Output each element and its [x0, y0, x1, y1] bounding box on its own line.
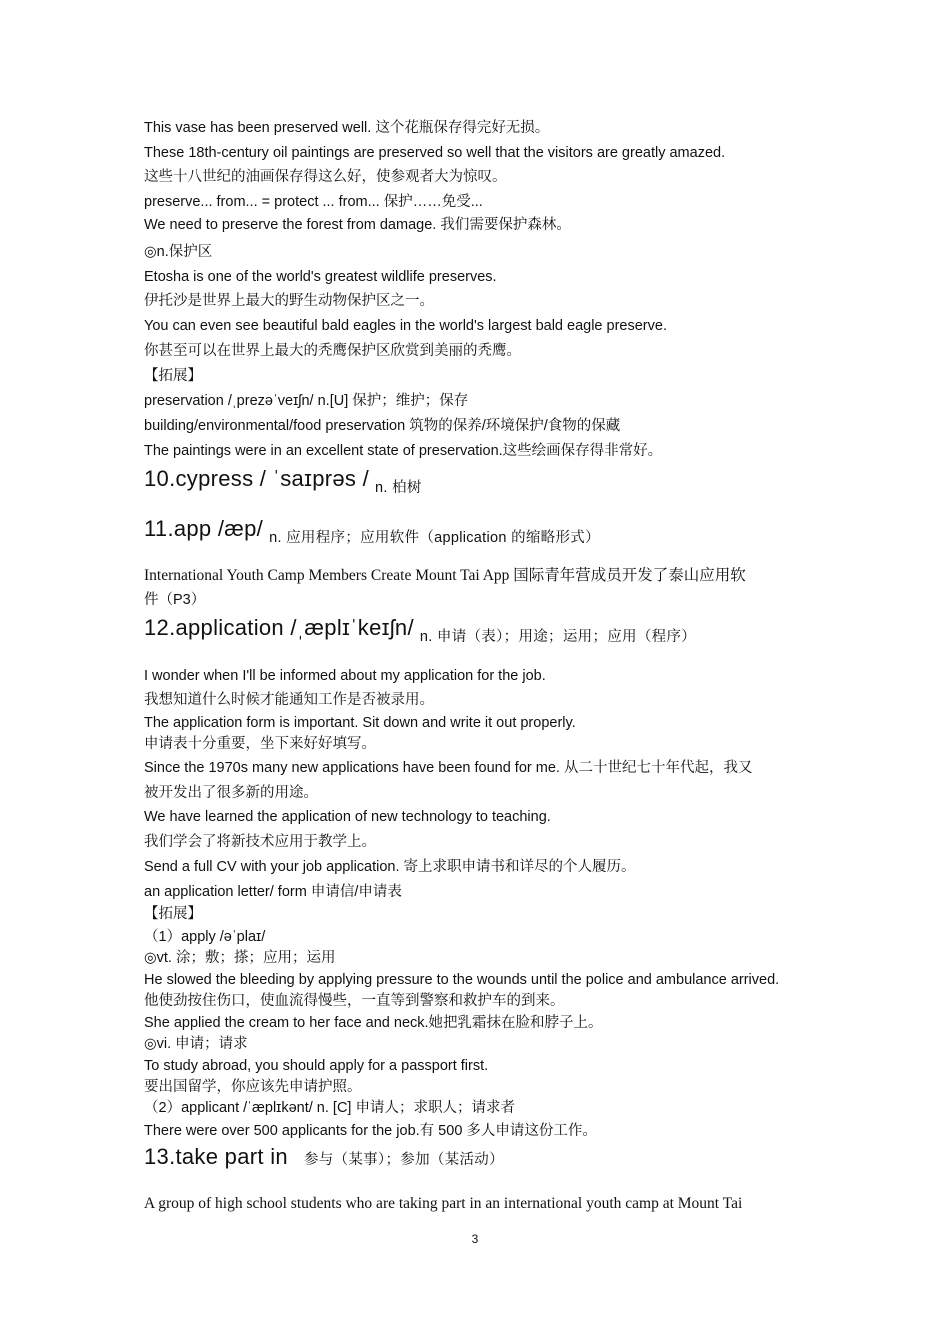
heading-term: 13.take part in [144, 1144, 288, 1169]
text-line: A group of high school students who are taking part in an international youth camp at Mount Tai [144, 1195, 743, 1212]
text-line: There were over 500 applicants for the job.有 500 多人申请这份工作。 [144, 1123, 597, 1139]
heading-take-part-in [144, 1143, 504, 1174]
text-line: 【拓展】 [144, 906, 202, 922]
heading-app [144, 515, 600, 546]
page-number: 3 [471, 1232, 479, 1246]
text-line: an application letter/ form 申请信/申请表 [144, 884, 402, 900]
text-line: This vase has been preserved well. 这个花瓶保存得完好无损。 [144, 120, 550, 136]
text-line: 要出国留学，你应该先申请护照。 [144, 1079, 362, 1095]
heading-application [144, 614, 696, 645]
heading-gloss: n. 柏树 [375, 480, 422, 496]
text-line: 我想知道什么时候才能通知工作是否被录用。 [144, 692, 434, 708]
text-line: 申请表十分重要，坐下来好好填写。 [144, 736, 376, 752]
text-line: 他使劲按住伤口，使血流得慢些，一直等到警察和救护车的到来。 [144, 993, 565, 1009]
text-line: 伊托沙是世界上最大的野生动物保护区之一。 [144, 293, 434, 309]
heading-gloss: n. 申请（表）；用途；运用；应用（程序） [419, 629, 697, 645]
text-line: You can even see beautiful bald eagles in the world's largest bald eagle preserve. [144, 318, 667, 334]
text-line: 这些十八世纪的油画保存得这么好，使参观者大为惊叹。 [144, 169, 507, 185]
text-line: Send a full CV with your job application. 寄上求职申请书和详尽的个人履历。 [144, 859, 636, 875]
text-line: 件（P3） [144, 592, 206, 608]
text-line: ◎n.保护区 [144, 244, 213, 260]
text-line: She applied the cream to her face and neck.她把乳霜抹在脸和脖子上。 [144, 1015, 603, 1031]
heading-term: 12.application /ˌæplɪˈkeɪʃn/ [144, 615, 414, 640]
text-line: 我们学会了将新技术应用于教学上。 [144, 834, 376, 850]
text-line: building/environmental/food preservation 筑物的保养/环境保护/食物的保藏 [144, 418, 621, 434]
text-line: preserve... from... = protect ... from... 保护……免受... [144, 194, 483, 210]
text-line: （2）applicant /ˈæplɪkənt/ n. [C] 申请人；求职人；请求者 [144, 1100, 515, 1116]
text-line: To study abroad, you should apply for a passport first. [144, 1058, 489, 1074]
text-line: preservation /ˌprezəˈveɪʃn/ n.[U] 保护；维护；保存 [144, 393, 469, 409]
text-line: 被开发出了很多新的用途。 [144, 785, 318, 801]
text-line: I wonder when I'll be informed about my application for the job. [144, 668, 546, 684]
text-line: We need to preserve the forest from damage. 我们需要保护森林。 [144, 217, 571, 233]
text-line: We have learned the application of new technology to teaching. [144, 809, 551, 825]
text-line: These 18th-century oil paintings are preserved so well that the visitors are greatly amazed. [144, 145, 726, 161]
text-line: ◎vt. 涂；敷；搽；应用；运用 [144, 950, 336, 966]
text-line: ◎vi. 申请；请求 [144, 1036, 248, 1052]
text-line: The application form is important. Sit down and write it out properly. [144, 715, 576, 731]
heading-term: 11.app /æp/ [144, 516, 264, 541]
text-line: Etosha is one of the world's greatest wildlife preserves. [144, 269, 497, 285]
heading-cypress [144, 465, 422, 496]
text-line: International Youth Camp Members Create Mount Tai App 国际青年营成员开发了泰山应用软 [144, 567, 746, 584]
text-line: 【拓展】 [144, 368, 202, 384]
text-line: 你甚至可以在世界上最大的秃鹰保护区欣赏到美丽的秃鹰。 [144, 343, 521, 359]
heading-term: 10.cypress / ˈsaɪprəs / [144, 466, 370, 491]
text-line: He slowed the bleeding by applying pressure to the wounds until the police and ambulance arrived. [144, 972, 780, 988]
heading-gloss: 参与（某事）；参加（某活动） [303, 1152, 504, 1168]
text-line: Since the 1970s many new applications have been found for me. 从二十世纪七十年代起，我又 [144, 760, 753, 776]
text-line: The paintings were in an excellent state of preservation.这些绘画保存得非常好。 [144, 443, 663, 459]
text-line: （1）apply /əˈplaɪ/ [144, 929, 266, 945]
heading-gloss: n. 应用程序；应用软件（application 的缩略形式） [269, 530, 600, 546]
